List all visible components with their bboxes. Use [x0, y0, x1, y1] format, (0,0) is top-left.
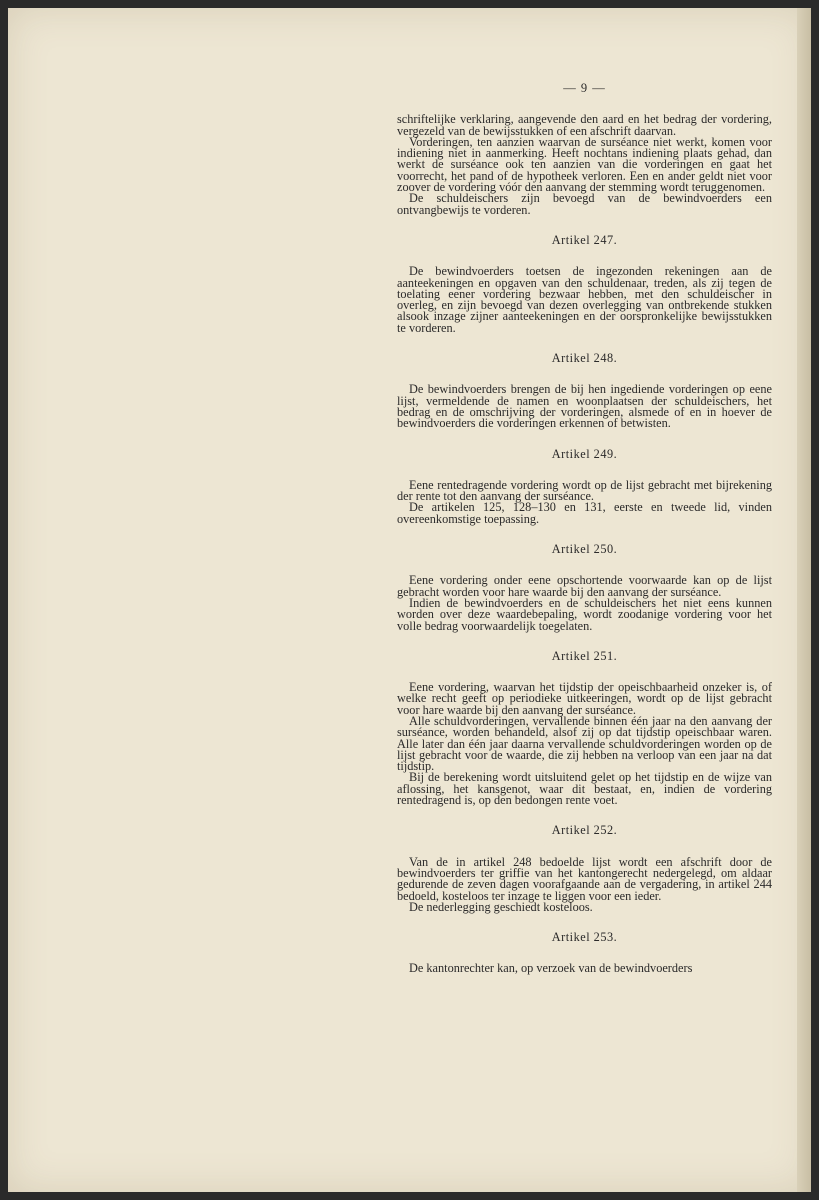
- document-page: [8, 8, 811, 1192]
- paragraph: De bewindvoerders toetsen de ingezonden rekeningen aan de aanteekeningen en opgaven van den schuldenaar, treden, als zij tegen de toelating eener vordering bezwaar hebben, met den schuldeischer in overleg, en zijn bevoegd van dezen overlegging van ontbrekende stukken alsook inzage zijner aanteekeningen en der oorspronkelijke bewijsstukken te vorderen.: [397, 264, 772, 335]
- paragraph: Eene rentedragende vordering wordt op de lijst gebracht met bijrekening der rente tot den aanvang der surséance.: [397, 477, 772, 504]
- article-heading: Artikel 250.: [551, 542, 618, 557]
- article-heading: Artikel 253.: [551, 930, 618, 945]
- page-number: — 9 —: [563, 81, 606, 95]
- paragraph: Van de in artikel 248 bedoelde lijst wordt een afschrift door de bewindvoerders ter griffie van het kantongerecht nedergelegd, om aldaar gedurende de zeven dagen voorafgaande aan de vergadering, in artikel 244 bedoeld, kosteloos ter inzage te liggen voor een ieder.: [397, 854, 772, 903]
- article-heading: Artikel 252.: [551, 823, 618, 838]
- paragraph: De artikelen 125, 128–130 en 131, eerste en tweede lid, vinden overeenkomstige toepassing.: [397, 500, 772, 526]
- paragraph: De nederlegging geschiedt kosteloos.: [409, 899, 593, 914]
- page-content: [397, 83, 772, 975]
- article-heading: Artikel 251.: [551, 648, 618, 663]
- page-edge: [797, 8, 811, 1192]
- paragraph: Eene vordering onder eene opschortende voorwaarde kan op de lijst gebracht worden voor hare waarde bij den aanvang der surséance.: [397, 573, 772, 599]
- paragraph: Alle schuldvorderingen, vervallende binnen één jaar na den aanvang der surséance, worden behandeld, alsof zij op dat tijdstip opeischbaar waren. Alle later dan één jaar daarna vervallende schuldvorderingen worden op de lijst gebracht voor de waarde, die zij hebben na verloop van een jaar na dat tijdstip.: [397, 713, 772, 774]
- article-heading: Artikel 247.: [551, 232, 618, 247]
- paragraph: schriftelijke verklaring, aangevende den aard en het bedrag der vordering, vergezeld van de bewijsstukken of een afschrift daarvan.: [397, 112, 772, 138]
- article-heading: Artikel 248.: [551, 351, 618, 366]
- paragraph: Vorderingen, ten aanzien waarvan de surséance niet werkt, komen voor indiening niet in aanmerking. Heeft nochtans indiening plaats gehad, dan werkt de surséance ook ten aanzien van die vorderingen en gaat het voorrecht, het pand of de hypotheek verloren. Een en ander geldt niet voor zoover de vordering vóór den aanvang der stemming wordt teruggenomen.: [397, 134, 772, 195]
- paragraph: De bewindvoerders brengen de bij hen ingediende vorderingen op eene lijst, vermeldende de namen en woonplaatsen der schuldeischers, het bedrag en de omschrijving der vorderingen, alsmede of en in hoever de bewindvoerders die vorderingen erkennen of betwisten.: [397, 382, 772, 431]
- article-heading: Artikel 249.: [551, 446, 618, 461]
- paragraph: Indien de bewindvoerders en de schuldeischers het niet eens kunnen worden over deze waardebepaling, wordt zoodanige vordering voor het volle bedrag voorwaardelijk toegelaten.: [397, 595, 772, 633]
- paragraph: Eene vordering, waarvan het tijdstip der opeischbaarheid onzeker is, of welke recht geeft op periodieke uitkeeringen, wordt op de lijst gebracht voor hare waarde bij den aanvang der surséance.: [397, 680, 772, 717]
- paragraph: Bij de berekening wordt uitsluitend gelet op het tijdstip en de wijze van aflossing, het kansgenot, waar dit bestaat, en, indien de vordering rentedragend is, op den bedongen rente voet.: [397, 770, 772, 808]
- paragraph: De kantonrechter kan, op verzoek van de bewindvoerders: [409, 961, 693, 976]
- paragraph: De schuldeischers zijn bevoegd van de bewindvoerders een ontvangbewijs te vorderen.: [397, 191, 772, 217]
